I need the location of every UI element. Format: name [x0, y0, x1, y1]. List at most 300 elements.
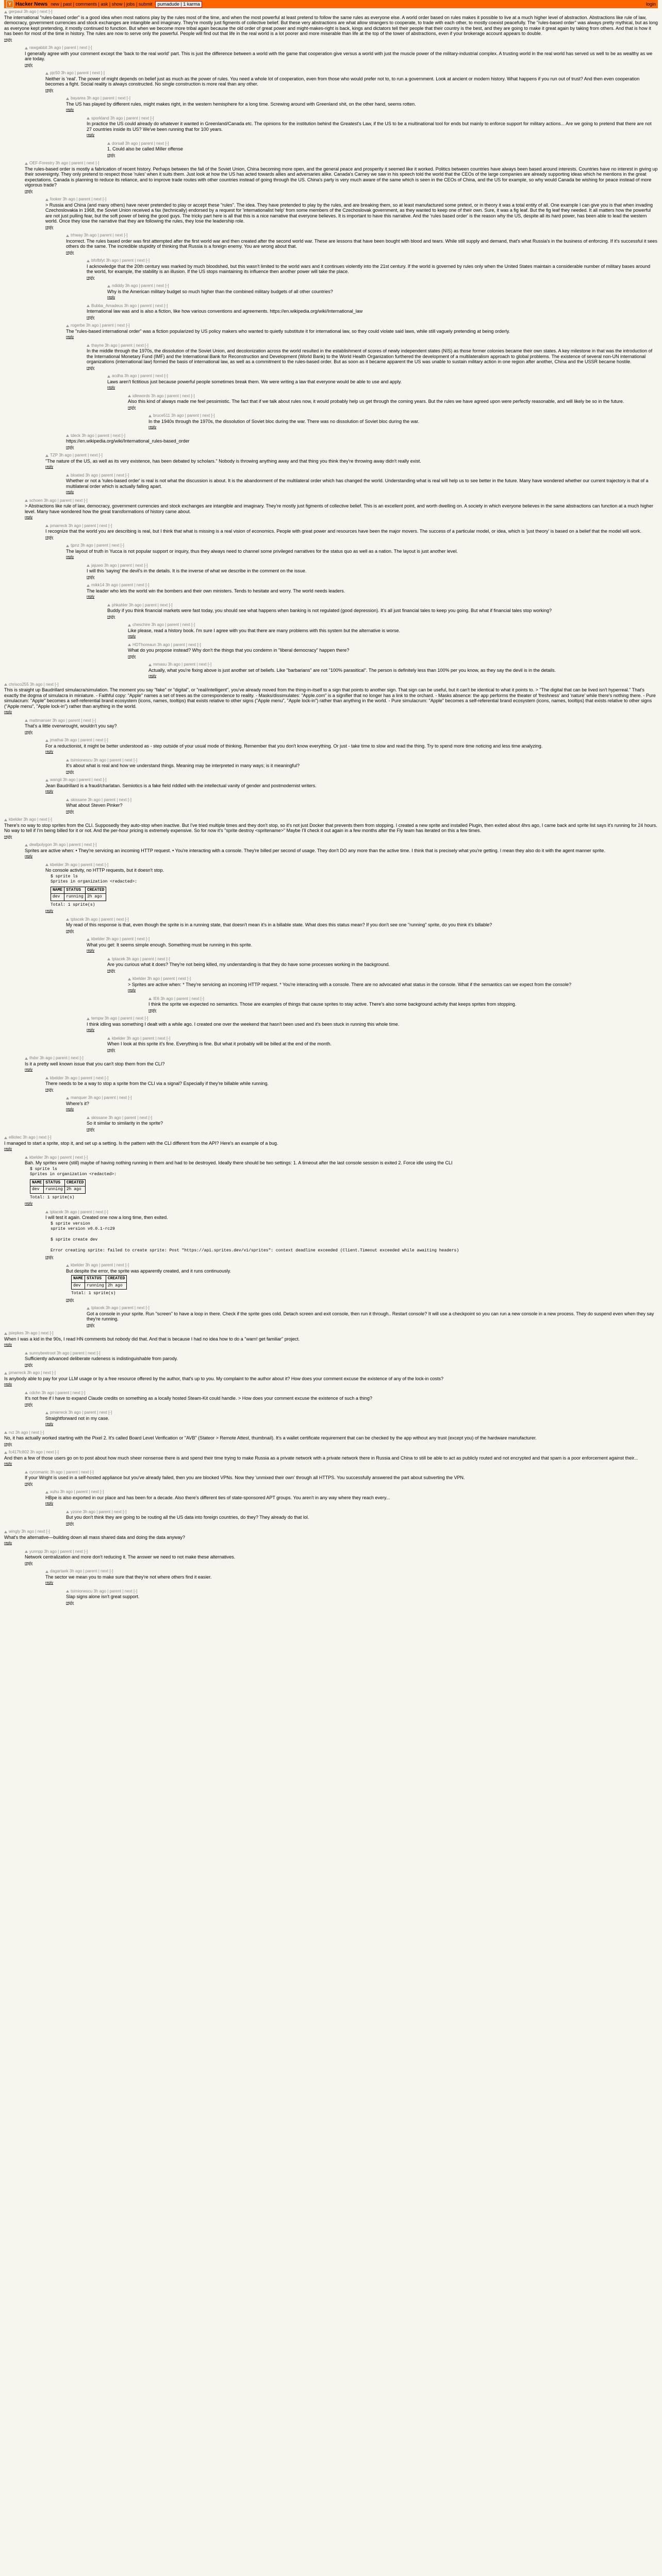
upvote-arrow-icon[interactable]	[25, 844, 28, 846]
comment	[87, 583, 658, 600]
reply-link[interactable]: reply	[45, 909, 54, 913]
upvote-arrow-icon[interactable]	[45, 1570, 48, 1573]
comment-text: For a reductionist, it might be better understood as - step outside of your usual mode of thinking. Remember that you don't know everything. Or just - take time to slow and read the thing. Try to spend more time noticing and less time analyzing.	[45, 743, 543, 749]
comment	[107, 374, 658, 391]
comment-header[interactable]: idlewords 3h ago | parent | next [-]	[133, 393, 195, 398]
upvote-arrow-icon[interactable]	[25, 1550, 28, 1553]
comment	[66, 758, 658, 775]
code-block: $ sprite ls Sprites in organization <redacted>:	[30, 1166, 117, 1177]
comment-header[interactable]: bruce511 3h ago | parent | next [-]	[153, 413, 215, 418]
comment-header[interactable]: rawgabbit 3h ago | parent | next [-]	[29, 45, 92, 50]
upvote-arrow-icon[interactable]	[45, 1211, 48, 1213]
comment	[87, 563, 658, 581]
upvote-arrow-icon[interactable]	[128, 624, 131, 626]
comment-header[interactable]: trhway 3h ago | parent | next [-]	[71, 233, 128, 238]
upvote-arrow-icon[interactable]	[87, 584, 90, 587]
comment-header[interactable]: sunnybeetroot 3h ago | parent | next [-]	[29, 1350, 101, 1355]
comment-header[interactable]: tempw 3h ago | parent | next [-]	[91, 1016, 148, 1021]
reply-link[interactable]: reply	[107, 969, 115, 973]
login-link[interactable]: login	[646, 2, 656, 7]
table-cell: NAME	[51, 887, 64, 894]
reply-link[interactable]: reply	[87, 1028, 95, 1032]
reply-link[interactable]: reply	[4, 710, 12, 714]
table-cell: running	[44, 1187, 65, 1194]
comment-meta	[66, 758, 658, 764]
comment-text: I acknowledge that the 20th century was marked by much bloodshed, but this wasn't limited to the world wars and it continues violently into the 21st century. If the world is governed by rules only when the United States maintain a considerable number of military bases around the world, for example, the stability is an illusion. If the US stops maintaining its influence then another power will take the place.	[87, 263, 651, 274]
reply-link[interactable]: reply	[66, 250, 74, 255]
reply-link[interactable]: reply	[25, 1202, 33, 1206]
comment-text: Actually, what you're fixing above is just another set of beliefs. Like "barbarians" are not "100% parasitical". The person is definitely less than 100% per you know, as they say the devil is in the details.	[148, 667, 556, 673]
comment-header[interactable]: cdchn 3h ago | parent | next [-]	[29, 1390, 86, 1395]
reply-link[interactable]: reply	[45, 1088, 54, 1092]
upvote-arrow-icon[interactable]	[107, 375, 110, 378]
reply-link[interactable]: reply	[87, 1323, 95, 1327]
site-name[interactable]: Hacker News	[15, 1, 48, 7]
comment-meta	[25, 498, 658, 504]
reply-link[interactable]: reply	[148, 1008, 157, 1012]
upvote-arrow-icon[interactable]	[87, 564, 90, 567]
comment-header[interactable]: fc417fc802 3h ago | next [-]	[9, 1450, 59, 1454]
reply-link[interactable]: reply	[66, 1601, 74, 1605]
upvote-arrow-icon[interactable]	[25, 1156, 28, 1159]
reply-link[interactable]: reply	[107, 615, 115, 619]
upvote-arrow-icon[interactable]	[66, 1511, 69, 1513]
reply-link[interactable]: reply	[148, 426, 157, 429]
comment-header[interactable]: mmasu 3h ago | parent | next [-]	[153, 662, 212, 667]
upvote-arrow-icon[interactable]	[87, 1116, 90, 1119]
comment	[66, 233, 658, 256]
comment-text: When I look at this sprite it's fine. Everything is fine. But what it probably will be billed at the end of the month.	[107, 1041, 332, 1046]
upvote-arrow-icon[interactable]	[45, 739, 48, 742]
comment-text: The leader who lets the world win the bombers and their own ministers. Tends to hesitate and worry. The world needs leaders.	[87, 588, 345, 594]
upvote-arrow-icon[interactable]	[25, 719, 28, 722]
reply-link[interactable]: reply	[4, 1541, 12, 1545]
reply-link[interactable]: reply	[148, 674, 157, 678]
comment-header[interactable]: acdha 3h ago | parent | next [-]	[112, 374, 168, 378]
reply-link[interactable]: reply	[87, 949, 95, 953]
comment-header[interactable]: phkahler 3h ago | parent | next [-]	[112, 602, 173, 607]
reply-link[interactable]: reply	[66, 929, 74, 933]
comment-text: Sufficiently advanced deliberate rudeness is indistinguishable from parody.	[25, 1356, 178, 1361]
comment-header[interactable]: kbelder 3h ago | parent | next [-]	[91, 937, 150, 941]
reply-link[interactable]: reply	[128, 654, 136, 658]
upvote-arrow-icon[interactable]	[128, 643, 131, 646]
comment-text: The sector we mean you to make sure that they're not where others find it easier.	[45, 1574, 212, 1580]
upvote-arrow-icon[interactable]	[66, 1264, 69, 1267]
upvote-arrow-icon[interactable]	[87, 260, 90, 262]
comment-header[interactable]: pmarreck 3h ago | parent | next [-]	[50, 523, 112, 528]
comment-text: Jean Baudrillard is a fraud/charlatan. Semiotics is a fake field riddled with the intellectual vanity of gender and postmodernist writers.	[45, 783, 317, 788]
reply-link[interactable]: reply	[87, 133, 95, 137]
reply-link[interactable]: reply	[66, 809, 74, 814]
upvote-arrow-icon[interactable]	[107, 142, 110, 145]
comment-text: Like please, read a history book. I'm sure I agree with you that there are many problems with this system but the alternative is worse.	[128, 628, 400, 633]
upvote-arrow-icon[interactable]	[107, 604, 110, 606]
upvote-arrow-icon[interactable]	[128, 978, 131, 980]
table-row	[72, 1282, 127, 1290]
comment-text: Incorrect. The rules based order was first attempted after the first world war and then created after the second world war. These are lessons that have been bought with blood and tears. While still supply and demand, that's what Russia's in the business of enforcing. If it's successful it sees others do the same. The incredible stupidity of thinking that Russia is a foreign enemy. You are wrong about that.	[66, 238, 657, 249]
comment-meta	[87, 937, 658, 942]
comment	[66, 473, 658, 496]
reply-link[interactable]: reply	[87, 276, 95, 280]
comment-meta	[45, 1489, 658, 1495]
reply-link[interactable]: reply	[128, 989, 136, 992]
reply-link[interactable]: reply	[87, 315, 95, 319]
comment-text: https://en.wikipedia.org/wiki/International_rules-based_order	[66, 438, 190, 444]
comment-header[interactable]: chrisco255 3h ago | next [-]	[9, 682, 59, 687]
upvote-arrow-icon[interactable]	[148, 997, 152, 1000]
comment	[66, 1510, 658, 1527]
comment-header[interactable]: elliotec 3h ago | next [-]	[9, 1135, 52, 1140]
comment-header[interactable]: kbelder 3h ago | parent | next [-]	[133, 976, 191, 981]
comment	[87, 258, 658, 281]
comment-text: The layout of truth in Yucca is not popular support or inquiry, thus they always need to channel some privileged narratives for the status quo as well as a nation. The layout is just another level.	[66, 548, 458, 554]
comment-text: It's about what is real and how we understand things. Meaning may be interpreted in many ways; is it meaningful?	[66, 763, 300, 768]
reply-link[interactable]: reply	[45, 225, 54, 229]
reply-link[interactable]: reply	[25, 1363, 33, 1367]
upvote-arrow-icon[interactable]	[66, 1097, 69, 1099]
comment-header[interactable]: wingly 3h ago | next [-]	[9, 1529, 50, 1534]
comment-header[interactable]: ndiddy 3h ago | parent | next [-]	[112, 283, 169, 288]
comment-text: The US has played by different rules, might makes right, in the western hemisphere for a long time. Screwing around with Greenland shit, on the other hand, seems rotten.	[66, 101, 416, 107]
reply-link[interactable]: reply	[45, 535, 54, 539]
comment-text: I think idling was something I dealt with a while ago. I created one over the weekend that hasn't been used and it's been stuck in running this whole time.	[87, 1021, 400, 1027]
comment-text: Whether or not a 'rules-based order' is real is not what the discussion is about. It is the abandonment of the multilateral order which has changed the world. Understanding what is real will help us to see better in the future. Many have wondered whether our current trajectory is that of a multilateral order which is actually falling apart.	[66, 478, 649, 489]
upvote-arrow-icon[interactable]	[4, 1372, 7, 1375]
upvote-arrow-icon[interactable]	[25, 1352, 28, 1354]
comment-header[interactable]: bfofbfyt 3h ago | parent | next [-]	[91, 258, 150, 263]
comment-meta	[25, 1549, 658, 1555]
comment-header[interactable]: pmarreck 3h ago | parent | next [-]	[50, 1410, 112, 1415]
comment-meta	[107, 283, 658, 289]
reply-link[interactable]: reply	[66, 108, 74, 112]
comment	[25, 1351, 658, 1368]
comment-header[interactable]: tptacek 3h ago | parent | next [-]	[50, 1209, 108, 1214]
comment-header[interactable]: deafpolygon 3h ago | parent | next [-]	[29, 842, 97, 847]
comment	[4, 1135, 658, 1153]
comment-text: The international "rules-based order" is a good idea when most nations play by the rules most of the time, and when the most powerful at least pretend to follow the same rules as everyone else. A world order based on rules makes it possible to live at a much higher level of abstraction. Abstractions like rule of law, democracy, government currencies and stock exchanges are intangible and imaginary. They're mostly just figments of collective belief. But these very abstractions are what allow strangers to cooperate, to trade with each other, to mostly coexist peacefully. The "rules-based order" was always pretty mythical, but as long as everyone kept pretending, it mostly continued to function. But when we become more tribal again because the old order of great power and might-makes-right is back, kings and dictators tell their people that their country is the best, and they are going to make it great again by taking from others. And that is how it has been for most of the time in history. The rules are now to serve only the powerful. People will find out that life in the real world is a lot poorer and more miserable than life at the top of the tower of abstractions, even if your brokerage account appears to double.	[4, 14, 658, 36]
upvote-arrow-icon[interactable]	[25, 1471, 28, 1473]
comment-header[interactable]: jajuwo 3h ago | parent | next [-]	[91, 563, 148, 568]
comment-header[interactable]: HDThoreaun 3h ago | parent | next [-]	[133, 642, 201, 647]
comment-text: > Abstractions like rule of law, democracy, government currencies and stock exchanges are intangible and imaginary. They're mostly just figments of collective belief. This is an excellent point, and worth dwelling on. A society in which everyone believes in the same abstractions can function at a much higher level. Many have wondered how the great transformations of history came about.	[25, 503, 653, 514]
comment-header[interactable]: cycomanic 3h ago | parent | next [-]	[29, 1469, 94, 1475]
comment-header[interactable]: kbelder 3h ago | parent | next [-]	[29, 1155, 88, 1160]
comment-meta	[4, 1430, 658, 1436]
reply-link[interactable]: reply	[87, 366, 95, 370]
upvote-arrow-icon[interactable]	[87, 117, 90, 120]
reply-link[interactable]: reply	[4, 1442, 12, 1446]
upvote-arrow-icon[interactable]	[107, 958, 110, 960]
upvote-arrow-icon[interactable]	[66, 434, 69, 437]
comment-header[interactable]: kbelder 3h ago | parent | next [-]	[50, 1075, 109, 1080]
comment-meta	[25, 842, 658, 848]
comment-meta	[87, 1115, 658, 1121]
comment-header[interactable]: tsimionescu 3h ago | parent | next [-]	[71, 1588, 138, 1594]
comment-header[interactable]: mattmanser 3h ago | parent | next [-]	[29, 718, 96, 723]
comment-header[interactable]: cheschire 3h ago | parent | next [-]	[133, 622, 195, 627]
comment-text: The "rules-based international order" was a fiction popularized by US policy makers who wanted to quietly substitute it for international law, so they could violate said laws, while still vaguely pretending at being orderly.	[66, 328, 510, 334]
upvote-arrow-icon[interactable]	[45, 779, 48, 782]
upvote-arrow-icon[interactable]	[4, 1451, 7, 1454]
upvote-arrow-icon[interactable]	[66, 97, 69, 100]
comment-text: Why is the American military budget so much higher than the combined military budgets of all other countries?	[107, 289, 333, 294]
comment-header[interactable]: jmathai 3h ago | parent | next [-]	[50, 738, 108, 742]
comment-header[interactable]: wangii 3h ago | parent | next [-]	[50, 777, 107, 782]
comment-header[interactable]: schoen 3h ago | parent | next [-]	[29, 498, 88, 503]
reply-link[interactable]: reply	[66, 1521, 74, 1526]
comment-header[interactable]: kbelder 3h ago | parent | next [-]	[71, 1263, 129, 1267]
comment-header[interactable]: OEF-Forestry 3h ago | parent | next [-]	[29, 161, 100, 165]
upvote-arrow-icon[interactable]	[87, 938, 90, 941]
comment-meta	[4, 1370, 658, 1376]
reply-link[interactable]: reply	[66, 1108, 74, 1111]
reply-link[interactable]: reply	[45, 1581, 54, 1585]
comment	[87, 343, 658, 371]
reply-link[interactable]: reply	[107, 296, 115, 299]
upvote-arrow-icon[interactable]	[66, 1590, 69, 1592]
reply-link[interactable]: reply	[87, 575, 95, 579]
comment-header[interactable]: yzone 3h ago | parent | next [-]	[71, 1509, 127, 1514]
comment-text: When I was a kid in the 90s, I read HN comments but nobody did that. And that is because I had no idea how to do a "warn! get familiar" project.	[4, 1336, 300, 1342]
comment-text: There needs to be a way to stop a sprite from the CLI via a signal? Especially if they're billable while running.	[45, 1081, 269, 1086]
comment-meta	[25, 1391, 658, 1396]
reply-link[interactable]: reply	[4, 1383, 12, 1386]
comment-header[interactable]: TZP 3h ago | parent | next [-]	[50, 453, 103, 457]
comment-header[interactable]: tptacek 3h ago | parent | next [-]	[71, 917, 129, 922]
reply-link[interactable]: reply	[25, 855, 33, 858]
reply-link[interactable]: reply	[25, 1561, 33, 1565]
comment	[25, 1391, 658, 1408]
comment-header[interactable]: thayne 3h ago | parent | next [-]	[91, 343, 148, 348]
upvote-arrow-icon[interactable]	[66, 799, 69, 801]
comment	[25, 842, 658, 860]
comment	[25, 161, 658, 194]
reply-link[interactable]: reply	[128, 405, 136, 410]
upvote-arrow-icon[interactable]	[66, 325, 69, 327]
status-table	[51, 887, 106, 901]
upvote-arrow-icon[interactable]	[4, 1332, 7, 1335]
comment-header[interactable]: tptacek 3h ago | parent | next [-]	[91, 1306, 150, 1310]
reply-link[interactable]: reply	[45, 790, 54, 793]
reply-link[interactable]: reply	[25, 1402, 33, 1406]
reply-link[interactable]: reply	[25, 63, 33, 67]
upvote-arrow-icon[interactable]	[4, 11, 7, 13]
upvote-arrow-icon[interactable]	[107, 1037, 110, 1040]
comment-text: Slap signs alone isn't great support.	[66, 1594, 140, 1599]
comment-header[interactable]: xuhu 3h ago | parent | next [-]	[50, 1489, 104, 1494]
comment-header[interactable]: tsimionescu 3h ago | parent | next [-]	[71, 757, 138, 762]
reply-link[interactable]: reply	[45, 1422, 54, 1426]
comment-header[interactable]: skissane 3h ago | parent | next [-]	[91, 1115, 152, 1120]
reply-link[interactable]: reply	[4, 835, 12, 839]
table-row	[30, 1179, 86, 1187]
comment-text: If your Wright is used in a self-hosted appliance but you've already failed, then you are blocked VPNs. Now they 'unmixed their own' through all HTTPS. You successfully answered the part about subverting the VPN.	[25, 1475, 465, 1480]
reply-link[interactable]: reply	[45, 88, 54, 92]
reply-link[interactable]: reply	[87, 1127, 95, 1131]
upvote-arrow-icon[interactable]	[66, 234, 69, 237]
comment-meta	[66, 1095, 658, 1101]
comment-header[interactable]: dorsall 3h ago | parent | next [-]	[112, 141, 169, 146]
comment-header[interactable]: tptacek 3h ago | parent | next [-]	[112, 956, 170, 961]
comment-header[interactable]: pjc50 3h ago | parent | next [-]	[50, 71, 105, 75]
comment-header[interactable]: Bubba_Amadeus 3h ago | parent | next [-]	[91, 303, 168, 308]
comment-text: Sprites are active when: • They're servicing an incoming HTTP request. • You're interacting with a console. They're billed per second of usage. They don't DO any more than the active time. I think that is precisely what you're getting. I mean they also do it with the agent manner sprite.	[25, 848, 605, 853]
comment	[25, 1549, 658, 1567]
reply-link[interactable]: reply	[4, 1343, 12, 1347]
comment	[87, 116, 658, 139]
comment-header[interactable]: manquer 3h ago | parent | next [-]	[71, 1095, 132, 1100]
top-bar	[4, 0, 658, 8]
comment	[45, 71, 658, 93]
reply-link[interactable]: reply	[45, 1255, 54, 1259]
upvote-arrow-icon[interactable]	[45, 454, 48, 457]
upvote-arrow-icon[interactable]	[4, 1431, 7, 1434]
comment	[25, 498, 658, 521]
comment-header[interactable]: bayarea 3h ago | parent | next [-]	[71, 96, 130, 100]
comment-meta	[4, 1529, 658, 1535]
upvote-arrow-icon[interactable]	[45, 72, 48, 75]
code-block: Total: 1 sprite(s)	[51, 902, 95, 907]
comment	[4, 1331, 658, 1348]
reply-link[interactable]: reply	[66, 335, 74, 339]
comment-header[interactable]: kbelder 3h ago | next [-]	[9, 817, 52, 822]
comment-header[interactable]: jsiepkes 3h ago | next [-]	[9, 1331, 54, 1335]
comment-meta	[25, 1155, 658, 1161]
upvote-arrow-icon[interactable]	[25, 1392, 28, 1394]
comment-header[interactable]: dagartaek 3h ago | parent | next [-]	[50, 1569, 113, 1573]
upvote-arrow-icon[interactable]	[45, 198, 48, 201]
upvote-arrow-icon[interactable]	[4, 683, 7, 686]
table-cell: STATUS	[85, 1276, 106, 1283]
comment	[4, 9, 658, 43]
comment	[128, 976, 658, 994]
reply-link[interactable]: reply	[66, 490, 74, 494]
comment-text: No, it has actually worked starting with the Pixel 2. It's called Board Level Verification or "AVB" (Stateor > Remote Attest, thumbnail). It's a wallet certificate requirement that can be checked by the app without any trust (except you) of the hardware manufacturer.	[4, 1435, 537, 1440]
upvote-arrow-icon[interactable]	[25, 1057, 28, 1060]
upvote-arrow-icon[interactable]	[4, 1137, 7, 1139]
reply-link[interactable]: reply	[25, 1068, 33, 1072]
upvote-arrow-icon[interactable]	[66, 759, 69, 761]
upvote-arrow-icon[interactable]	[4, 819, 7, 821]
reply-link[interactable]: reply	[25, 189, 33, 193]
upvote-arrow-icon[interactable]	[66, 474, 69, 477]
reply-link[interactable]: reply	[107, 1048, 115, 1052]
comment-meta	[45, 862, 658, 868]
reply-link[interactable]: reply	[45, 1502, 54, 1505]
comment-header[interactable]: rvz 3h ago | next [-]	[9, 1430, 44, 1435]
comment-header[interactable]: skissane 3h ago | parent | next [-]	[71, 797, 131, 802]
reply-link[interactable]: reply	[66, 555, 74, 559]
reply-link[interactable]: reply	[128, 635, 136, 638]
upvote-arrow-icon[interactable]	[25, 162, 28, 165]
upvote-arrow-icon[interactable]	[66, 545, 69, 547]
comment-header[interactable]: tdeck 3h ago | parent | next [-]	[71, 433, 125, 438]
comment-text: I generally agree with your comment except the 'back to the real world' part. This is just the difference between a world with the game that cooperation give versus a world with just the muscle power of the military-industrial complex. A trusting world in the real world has served us well to be as wealthy as we are today.	[25, 50, 653, 61]
comment	[45, 862, 658, 914]
upvote-arrow-icon[interactable]	[25, 47, 28, 49]
table-cell: STATUS	[44, 1179, 65, 1187]
upvote-arrow-icon[interactable]	[128, 395, 131, 397]
comment-text: Bah. My sprites were (still) maybe of having nothing running in them and had to be destroyed. Ideally there should be two settings: 1. A timeout after the last console session is exited 2. Force idle using the CLI	[25, 1160, 453, 1165]
user-karma[interactable]: pumadude | 1 karma	[155, 1, 202, 8]
upvote-arrow-icon[interactable]	[45, 1077, 48, 1079]
reply-link[interactable]: reply	[25, 1482, 33, 1486]
comment-header[interactable]: kbelder 3h ago | parent | next [-]	[50, 862, 109, 867]
comment	[107, 283, 658, 301]
reply-link[interactable]: reply	[66, 1298, 74, 1302]
reply-link[interactable]: reply	[25, 730, 33, 734]
comment-header[interactable]: kbelder 3h ago | parent | next [-]	[112, 1036, 171, 1041]
comment-meta	[45, 453, 658, 459]
upvote-arrow-icon[interactable]	[148, 415, 152, 417]
reply-link[interactable]: reply	[4, 1462, 12, 1466]
reply-link[interactable]: reply	[107, 153, 115, 157]
reply-link[interactable]: reply	[45, 750, 54, 754]
comment-header[interactable]: pmarreck 3h ago | next [-]	[9, 1370, 56, 1375]
comment-header[interactable]: mikk14 3h ago | parent | next [-]	[91, 583, 150, 587]
comment	[45, 1569, 658, 1586]
upvote-arrow-icon[interactable]	[45, 1491, 48, 1494]
reply-link[interactable]: reply	[4, 38, 12, 42]
comment-header[interactable]: rogerbe 3h ago | parent | next [-]	[71, 323, 130, 328]
upvote-arrow-icon[interactable]	[45, 524, 48, 527]
comment-meta	[107, 374, 658, 379]
comment-header[interactable]: tjpnz 3h ago | parent | next [-]	[71, 543, 124, 548]
nav-links[interactable]: new | past | comments | ask | show | jobs | submit	[51, 2, 153, 7]
comment-header[interactable]: fooker 3h ago | parent | next [-]	[50, 197, 107, 201]
upvote-arrow-icon[interactable]	[66, 918, 69, 921]
comment-header[interactable]: bloated 3h ago | parent | next [-]	[71, 472, 129, 478]
comment-header[interactable]: thdxr 3h ago | parent | next [-]	[29, 1056, 84, 1060]
comment-header[interactable]: gerpaul 3h ago | next [-]	[9, 9, 53, 14]
comment-text: HBpe is also exported in our place and has been for a decade. Also there's different ties of state-sponsored APT groups. You aren't in any way where they reach every...	[45, 1495, 390, 1500]
upvote-arrow-icon[interactable]	[87, 344, 90, 347]
reply-link[interactable]: reply	[66, 770, 74, 774]
comment-text: What about Steven Pinker?	[66, 803, 123, 808]
comment	[148, 662, 658, 680]
reply-link[interactable]: reply	[4, 1147, 12, 1151]
upvote-arrow-icon[interactable]	[45, 863, 48, 866]
comment	[66, 798, 658, 815]
comment-header[interactable]: sporkland 3h ago | parent | next [-]	[91, 115, 154, 121]
hn-logo-icon[interactable]: Y	[6, 1, 13, 8]
upvote-arrow-icon[interactable]	[107, 285, 110, 287]
comment	[66, 433, 658, 451]
table-row	[51, 887, 106, 894]
comment-meta	[87, 583, 658, 588]
comment-header[interactable]: IE6 3h ago | parent | next [-]	[153, 996, 204, 1001]
comment-text: What you get: It seems simple enough. Something must be running in this sprite.	[87, 942, 253, 947]
comment-text: Straightforward not in my case.	[45, 1415, 110, 1421]
upvote-arrow-icon[interactable]	[87, 1307, 90, 1310]
upvote-arrow-icon[interactable]	[4, 1531, 7, 1533]
table-row	[51, 894, 106, 901]
reply-link[interactable]: reply	[45, 465, 54, 469]
reply-link[interactable]: reply	[66, 445, 74, 449]
upvote-arrow-icon[interactable]	[45, 1412, 48, 1414]
comment-header[interactable]: yunnpp 3h ago | parent | next [-]	[29, 1549, 88, 1554]
upvote-arrow-icon[interactable]	[87, 304, 90, 307]
upvote-arrow-icon[interactable]	[25, 499, 28, 502]
reply-link[interactable]: reply	[25, 516, 33, 519]
comment-text: Laws aren't fictitious just because powerful people sometimes break them. We were writing a law that everyone would be able to use and apply.	[107, 379, 402, 384]
reply-link[interactable]: reply	[87, 595, 95, 599]
upvote-arrow-icon[interactable]	[87, 1018, 90, 1020]
upvote-arrow-icon[interactable]	[148, 664, 152, 666]
reply-link[interactable]: reply	[107, 386, 115, 389]
comment-meta	[45, 197, 658, 202]
